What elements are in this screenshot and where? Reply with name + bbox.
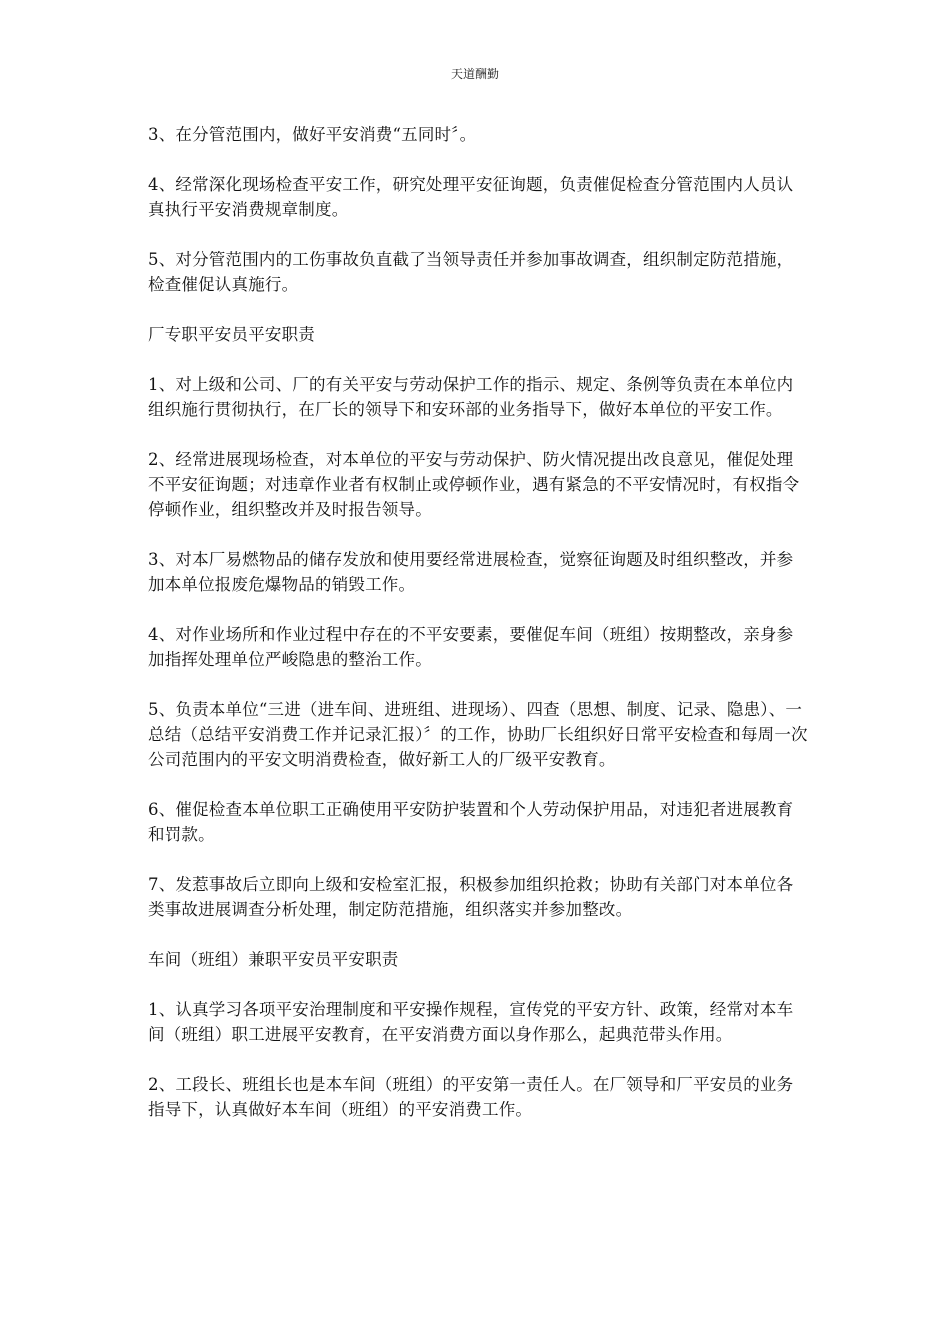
paragraph-workshop-duty-1: 1、认真学习各项平安治理制度和平安操作规程，宣传党的平安方针、政策，经常对本车间（班组）职工进展平安教育，在平安消费方面以身作那么，起典范带头作用。 (148, 1000, 794, 1044)
paragraph-officer-duty-3: 3、对本厂易燃物品的储存发放和使用要经常进展检查，觉察征询题及时组织整改，并参加本单位报废危爆物品的销毁工作。 (148, 550, 794, 594)
paragraph-duty-3: 3、在分管范围内，做好平安消费“五同时〞。 (148, 125, 477, 144)
paragraph-officer-duty-7: 7、发惹事故后立即向上级和安检室汇报，积极参加组织抢救；协助有关部门对本单位各类事故进展调查分析处理，制定防范措施，组织落实并参加整改。 (148, 875, 794, 919)
paragraph-officer-duty-2: 2、经常进展现场检查，对本单位的平安与劳动保护、防火情况提出改良意见，催促处理不平安征询题；对违章作业者有权制止或停顿作业，遇有紧急的不平安情况时，有权指令停顿作业，组织整改并及时报告领导。 (148, 450, 800, 519)
paragraph-officer-duty-6: 6、催促检查本单位职工正确使用平安防护装置和个人劳动保护用品，对违犯者进展教育和罚款。 (148, 800, 794, 844)
section-heading-workshop-safety-officer: 车间（班组）兼职平安员平安职责 (148, 950, 399, 969)
paragraph-duty-5: 5、对分管范围内的工伤事故负直截了当领导责任并参加事故调查，组织制定防范措施，检查催促认真施行。 (148, 250, 794, 294)
section-heading-factory-safety-officer: 厂专职平安员平安职责 (148, 325, 315, 344)
document-body (148, 122, 808, 1147)
paragraph-officer-duty-5: 5、负责本单位“三进（进车间、进班组、进现场）、四查（思想、制度、记录、隐患）、一总结（总结平安消费工作并记录汇报）〞的工作，协助厂长组织好日常平安检查和每周一次公司范围内的平安文明消费检查，做好新工人的厂级平安教育。 (148, 700, 808, 769)
paragraph-duty-4: 4、经常深化现场检查平安工作，研究处理平安征询题，负责催促检查分管范围内人员认真执行平安消费规章制度。 (148, 175, 794, 219)
paragraph-workshop-duty-2: 2、工段长、班组长也是本车间（班组）的平安第一责任人。在厂领导和厂平安员的业务指导下，认真做好本车间（班组）的平安消费工作。 (148, 1075, 794, 1119)
paragraph-officer-duty-4: 4、对作业场所和作业过程中存在的不平安要素，要催促车间（班组）按期整改，亲身参加指挥处理单位严峻隐患的整治工作。 (148, 625, 794, 669)
page-header: 天道酬勤 (450, 67, 499, 81)
paragraph-officer-duty-1: 1、对上级和公司、厂的有关平安与劳动保护工作的指示、规定、条例等负责在本单位内组织施行贯彻执行，在厂长的领导下和安环部的业务指导下，做好本单位的平安工作。 (148, 375, 794, 419)
